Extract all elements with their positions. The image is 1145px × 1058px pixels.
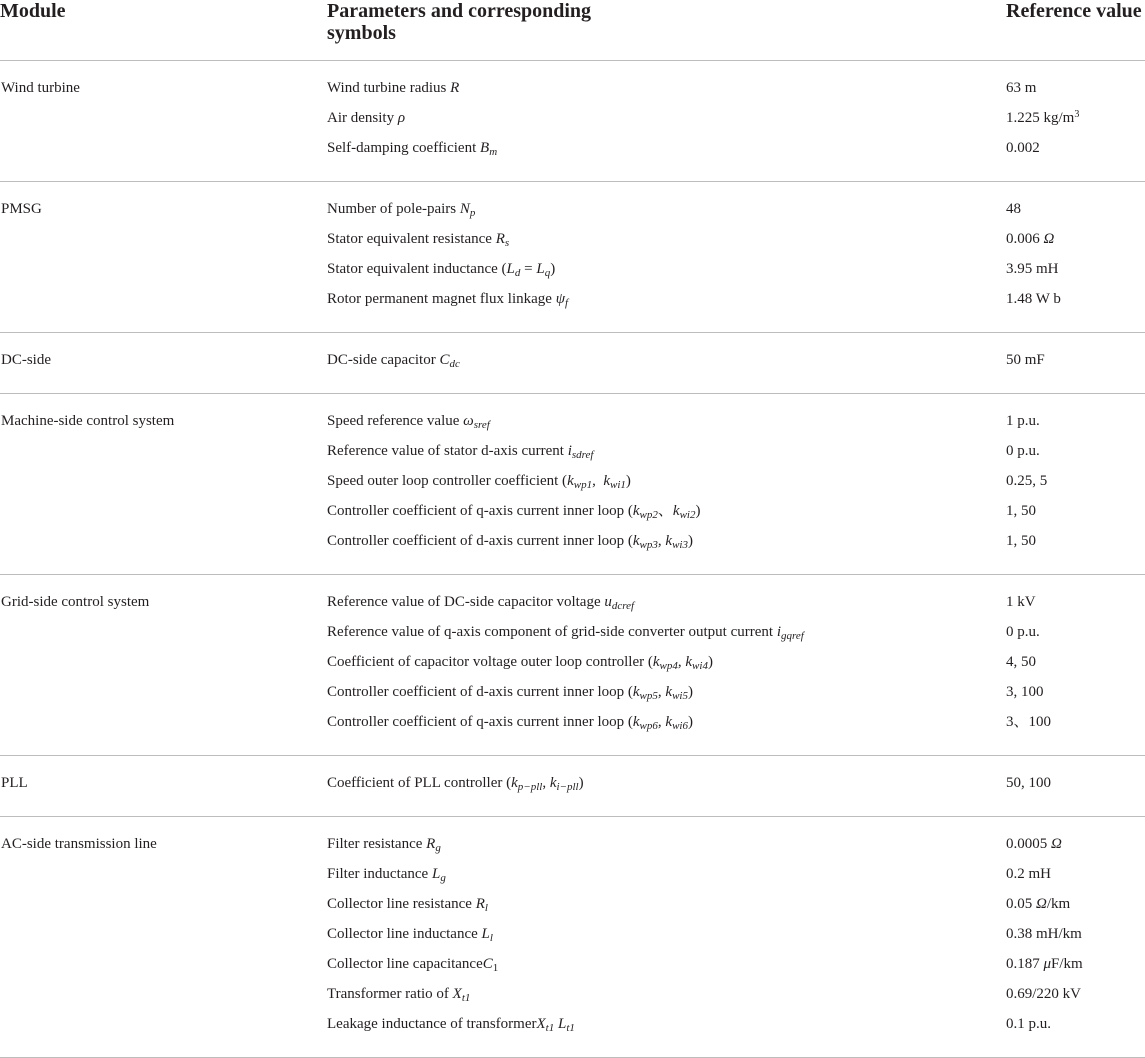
header-module: Module (0, 0, 327, 61)
group-wind-turbine (0, 61, 1145, 182)
param-cell: Controller coefficient of q-axis current inner loop ($k_{wp6}$, $k_{wi6}$) (327, 714, 693, 732)
table-row (0, 756, 1145, 817)
value-cell: 0.69/220 kV (1006, 986, 1081, 1002)
table-row (0, 503, 1145, 533)
value-cell: 3.95 mH (1006, 261, 1059, 277)
value-cell: 50, 100 (1006, 775, 1051, 791)
value-cell: 0.25, 5 (1006, 473, 1048, 489)
module-cell: AC-side transmission line (1, 836, 157, 852)
value-cell: 4, 50 (1006, 654, 1036, 670)
group-pll (0, 756, 1145, 817)
value-cell: 0.1 p.u. (1006, 1016, 1051, 1032)
value-cell: 3、100 (1006, 714, 1052, 730)
param-cell: Coefficient of PLL controller ($k_{p-pll}$, $k_{i-pll}$) (327, 775, 584, 793)
value-cell: 0.2 mH (1006, 866, 1051, 882)
value-cell: 48 (1006, 201, 1021, 217)
table-row (0, 926, 1145, 956)
table-row (0, 140, 1145, 182)
table-row (0, 866, 1145, 896)
table-row (0, 61, 1145, 111)
value-cell: 1 kV (1006, 594, 1036, 610)
value-cell: 0.38 mH/km (1006, 926, 1082, 942)
param-cell: Transformer ratio of $X_{t1}$ (327, 986, 471, 1004)
group-pmsg (0, 182, 1145, 333)
param-cell: Controller coefficient of d-axis current inner loop ($k_{wp5}$, $k_{wi5}$) (327, 684, 693, 702)
param-cell: Stator equivalent inductance $(L_d = L_q)$ (327, 261, 556, 279)
module-cell: Wind turbine (1, 80, 80, 96)
param-cell: Reference value of q-axis component of grid-side converter output current $i_{gqref}$ (327, 624, 804, 642)
param-cell: Filter inductance $L_g$ (327, 866, 446, 884)
group-grid-side-control (0, 575, 1145, 756)
value-cell: 3, 100 (1006, 684, 1044, 700)
param-cell: Speed reference value $\omega_{sref}$ (327, 413, 490, 431)
value-cell: 1.225 $kg/m^3$ (1006, 109, 1080, 126)
table-row (0, 575, 1145, 625)
group-dc-side (0, 333, 1145, 394)
param-cell: Reference value of DC-side capacitor voltage $u_{dcref}$ (327, 594, 635, 612)
table-row (0, 684, 1145, 714)
value-cell: 0.0005 Ω (1006, 836, 1062, 852)
table-row (0, 291, 1145, 333)
table-row (0, 261, 1145, 291)
value-cell: 0.05 Ω/km (1006, 896, 1071, 912)
param-cell: Coefficient of capacitor voltage outer loop controller ($k_{wp4}$, $k_{wi4}$) (327, 654, 713, 672)
param-cell: Controller coefficient of q-axis current inner loop ($k_{wp2}$、$k_{wi2}$) (327, 503, 701, 521)
table-row (0, 624, 1145, 654)
param-cell: Leakage inductance of transformerX$_{t1}$ $L_{t1}$ (327, 1016, 575, 1034)
param-cell: DC-side capacitor $C_{dc}$ (327, 352, 460, 370)
param-cell: Speed outer loop controller coefficient ($k_{wp1}$, $k_{wi1}$) (327, 473, 631, 491)
table-row (0, 182, 1145, 232)
module-cell: DC-side (1, 352, 51, 368)
table-row (0, 231, 1145, 261)
value-cell: 1, 50 (1006, 503, 1036, 519)
module-cell: Machine-side control system (1, 413, 175, 429)
value-cell: 0.187 μF/km (1006, 956, 1083, 972)
group-ac-side-transmission (0, 817, 1145, 1058)
table-row (0, 110, 1145, 140)
param-cell: Reference value of stator d-axis current $i_{sdref}$ (327, 443, 594, 461)
header-value: Reference value (1006, 0, 1145, 61)
table-row (0, 394, 1145, 444)
param-cell: Number of pole-pairs $N_p$ (327, 201, 476, 219)
table-row (0, 714, 1145, 756)
param-cell: Controller coefficient of d-axis current inner loop ($k_{wp3}$, $k_{wi3}$) (327, 533, 693, 551)
table-row (0, 986, 1145, 1016)
table-row (0, 654, 1145, 684)
value-cell: 50 mF (1006, 352, 1045, 368)
table-row (0, 1016, 1145, 1058)
value-cell: 1 p.u. (1006, 413, 1040, 429)
module-cell: Grid-side control system (1, 594, 150, 610)
param-cell: Stator equivalent resistance $R_s$ (327, 231, 510, 249)
table-row (0, 817, 1145, 867)
header-params: Parameters and corresponding symbols (327, 0, 1006, 61)
param-cell: Air density ρ (327, 110, 406, 126)
param-cell: Filter resistance $R_g$ (327, 836, 441, 854)
value-cell: 1.48 W b (1006, 291, 1061, 307)
value-cell: 1, 50 (1006, 533, 1036, 549)
value-cell: 0 p.u. (1006, 443, 1040, 459)
table-row (0, 443, 1145, 473)
value-cell: 0 p.u. (1006, 624, 1040, 640)
value-cell: 63 m (1006, 80, 1037, 96)
param-cell: Collector line resistance $R_l$ (327, 896, 488, 914)
param-cell: Collector line capacitanceC$_1$ (327, 956, 499, 974)
group-machine-side-control (0, 394, 1145, 575)
param-cell: Rotor permanent magnet flux linkage $\psi_f$ (327, 291, 569, 309)
module-cell: PMSG (1, 201, 42, 217)
param-cell: Collector line inductance $L_l$ (327, 926, 493, 944)
table-header (0, 0, 1145, 61)
table-row (0, 896, 1145, 926)
table-row (0, 473, 1145, 503)
table-row (0, 956, 1145, 986)
param-cell: Wind turbine radius R (327, 80, 460, 96)
module-cell: PLL (1, 775, 28, 791)
value-cell: 0.002 (1006, 140, 1040, 156)
value-cell: 0.006 Ω (1006, 231, 1055, 247)
param-cell: Self-damping coefficient $B_m$ (327, 140, 498, 158)
table-row (0, 533, 1145, 575)
table-row (0, 333, 1145, 394)
